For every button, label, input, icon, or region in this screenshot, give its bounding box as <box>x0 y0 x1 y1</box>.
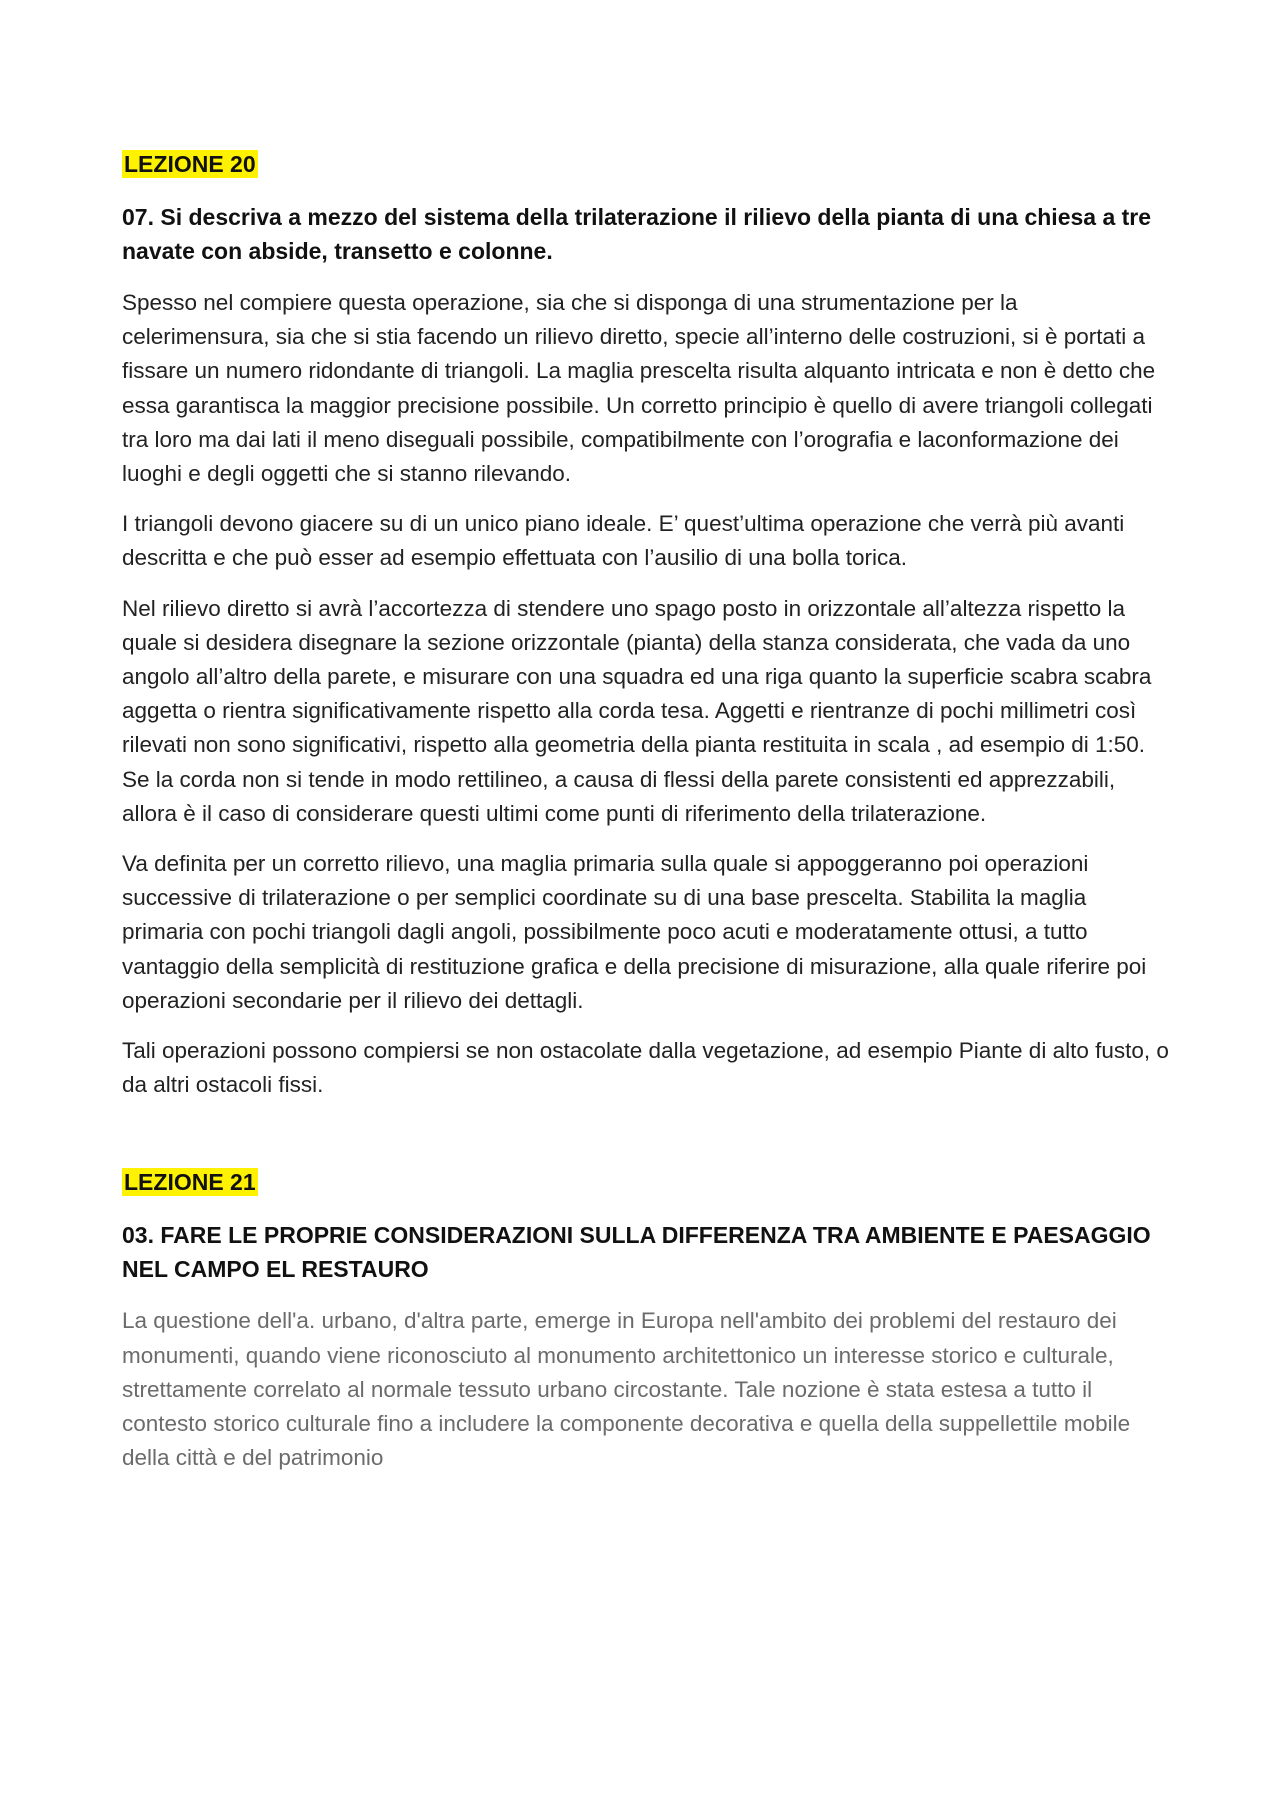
paragraph: Spesso nel compiere questa operazione, sia che si disponga di una strumentazione per la celerimensura, sia che si stia facendo un rilievo diretto, specie all’interno delle costruzioni, si è portati a fissare un numero ridondante di triangoli. La maglia prescelta risulta alquanto intricata e non è detto che essa garantisca la maggior precisione possibile. Un corretto principio è quello di avere triangoli collegati tra loro ma dai lati il meno diseguali possibile, compatibilmente con l’orografia e laconformazione dei luoghi e degli oggetti che si stanno rilevando. <box>122 290 1156 487</box>
question-heading: 03. FARE LE PROPRIE CONSIDERAZIONI SULLA DIFFERENZA TRA AMBIENTE E PAESAGGIO NEL CAMPO EL RESTAURO <box>122 1222 1151 1283</box>
paragraph: Va definita per un corretto rilievo, una maglia primaria sulla quale si appoggeranno poi operazioni successive di trilaterazione o per semplici coordinate su di una base prescelta. Stabilita la maglia primaria con pochi triangoli dagli angoli, possibilmente poco acuti e moderatamente ottusi, a tutto vantaggio della semplicità di restituzione grafica e della precisione di misurazione, alla quale riferire poi operazioni secondarie per il rilievo dei dettagli. <box>122 851 1147 1013</box>
paragraph: Tali operazioni possono compiersi se non ostacolate dalla vegetazione, ad esempio Piante di alto fusto, o da altri ostacoli fissi. <box>122 1038 1169 1098</box>
paragraph: I triangoli devono giacere su di un unico piano ideale. E’ quest’ultima operazione che verrà più avanti descritta e che può esser ad esempio effettuata con l’ausilio di una bolla torica. <box>122 511 1125 571</box>
paragraph: Nel rilievo diretto si avrà l’accortezza di stendere uno spago posto in orizzontale all’altezza rispetto la quale si desidera disegnare la sezione orizzontale (pianta) della stanza considerata, che vada da uno angolo all’altro della parete, e misurare con una squadra ed una riga quanto la superficie scabra scabra aggetta o rientra significativamente rispetto alla corda tesa. Aggetti e rientranze di pochi millimetri così rilevati non sono significativi, rispetto alla geometria della pianta restituita in scala , ad esempio di 1:50. Se la corda non si tende in modo rettilineo, a causa di flessi della parete consistenti ed apprezzabili, allora è il caso di considerare questi ultimi come punti di riferimento della trilaterazione. <box>122 595 1152 826</box>
question-heading: 07. Si descriva a mezzo del sistema della trilaterazione il rilievo della pianta di una chiesa a tre navate con abside, transetto e colonne. <box>122 204 1152 264</box>
paragraph: La questione dell'a. urbano, d'altra parte, emerge in Europa nell'ambito dei problemi del restauro dei monumenti, quando viene riconosciuto al monumento architettonico un interesse storico e culturale, strettamente correlato al normale tessuto urbano circostante. Tale nozione è stata estesa a tutto il contesto storico culturale fino a includere la componente decorativa e quella della suppellettile mobile della città e del patrimonio <box>122 1308 1131 1471</box>
lesson-heading: LEZIONE 21 <box>124 1169 256 1196</box>
lesson-section-21 <box>122 1168 1170 1475</box>
lesson-section-20 <box>122 150 1170 1102</box>
lesson-heading: LEZIONE 20 <box>124 151 256 177</box>
